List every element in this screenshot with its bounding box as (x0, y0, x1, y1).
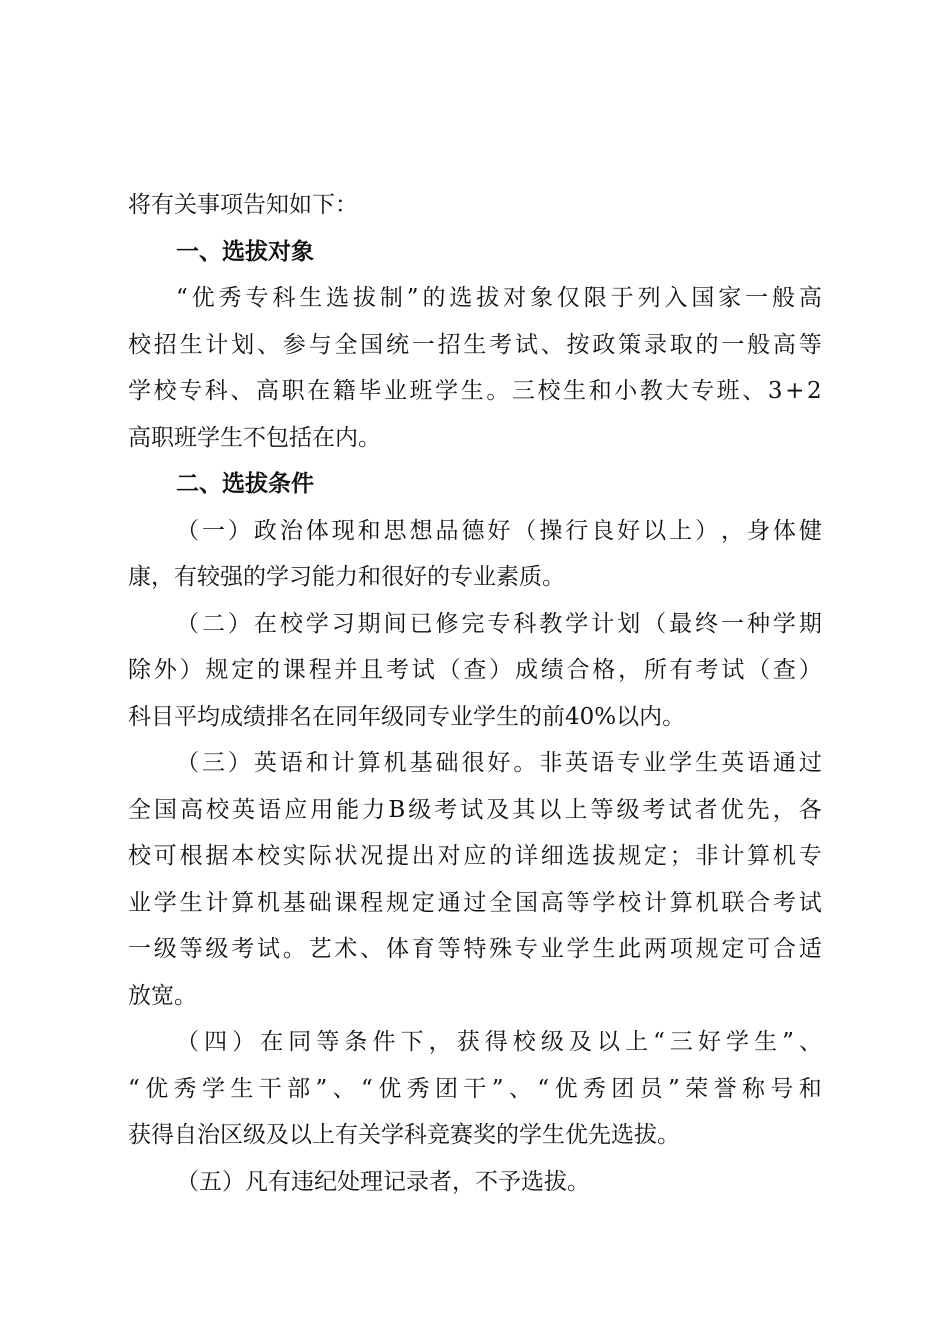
text-line: 校 可 根 据 本 校 实 际 状 况 提 出 对 应 的 详 细 选 拔 规 定 ； 非 计 算 机 专 (128, 843, 822, 869)
text-line: 全 国 高 校 英 语 应 用 能 力 B 级 考 试 及 其 以 上 等 级 考 试 者 优 先 ， 各 (128, 796, 822, 823)
paragraph-condition-5 (128, 1159, 822, 1206)
text-line: 学 校 专 科 、 高 职 在 籍 毕 业 班 学 生 。 三 校 生 和 小 教 大 专 班 、 3 + 2 (128, 378, 822, 404)
text-line: 业 学 生 计 算 机 基 础 课 程 规 定 通 过 全 国 高 等 学 校 计 算 机 联 合 考 试 (128, 889, 822, 916)
text-line: 一 级 等 级 考 试 。 艺 术 、 体 育 等 特 殊 专 业 学 生 此 两 项 规 定 可 合 适 (128, 936, 822, 962)
paragraph-condition-1 (128, 508, 822, 601)
paragraph-selection-target (128, 275, 822, 461)
text-line: 放宽。 (128, 982, 197, 1009)
text-line: 校 招 生 计 划 、 参 与 全 国 统 一 招 生 考 试 、 按 政 策 录 取 的 一 般 高 等 (128, 331, 822, 358)
text-line: （五）凡有违纪处理记录者，不予选拔。 (176, 1168, 590, 1195)
paragraph-condition-4 (128, 1019, 822, 1159)
section-heading-1: 一、选拔对象 (176, 238, 314, 265)
text-line: 除 外 ） 规 定 的 课 程 并 且 考 试 （ 查 ） 成 绩 合 格 ， 所 有 考 试 （ 查 ） (128, 657, 822, 683)
document-body (128, 182, 822, 1205)
paragraph-condition-2 (128, 601, 822, 741)
section-heading-2: 二、选拔条件 (176, 471, 314, 497)
text-line: 高职班学生不包括在内。 (128, 424, 381, 451)
text-line: 康，有较强的学习能力和很好的专业素质。 (128, 564, 565, 590)
text-line: 科目平均成绩排名在同年级同专业学生的前40%以内。 (128, 703, 686, 730)
intro-line: 将有关事项告知如下： (128, 192, 358, 218)
text-line: “ 优 秀 专 科 生 选 拔 制 ” 的 选 拔 对 象 仅 限 于 列 入 国 家 一 般 高 (176, 285, 822, 311)
text-line: （ 三 ） 英 语 和 计 算 机 基 础 很 好 。 非 英 语 专 业 学 生 英 语 通 过 (176, 750, 822, 776)
text-line: “ 优 秀 学 生 干 部 ” 、 “ 优 秀 团 干 ” 、 “ 优 秀 团 员 ” 荣 誉 称 号 和 (128, 1075, 822, 1102)
text-line: 获得自治区级及以上有关学科竞赛奖的学生优先选拔。 (128, 1122, 680, 1148)
text-line: （ 二 ） 在 校 学 习 期 间 已 修 完 专 科 教 学 计 划 （ 最 终 一 种 学 期 (176, 610, 822, 637)
text-line: （ 一 ） 政 治 体 现 和 思 想 品 德 好 （ 操 行 良 好 以 上 ） ， 身 体 健 (176, 517, 822, 544)
paragraph-condition-3 (128, 740, 822, 1019)
text-line: （ 四 ） 在 同 等 条 件 下 ， 获 得 校 级 及 以 上 “ 三 好 学 生 ” 、 (176, 1029, 822, 1055)
